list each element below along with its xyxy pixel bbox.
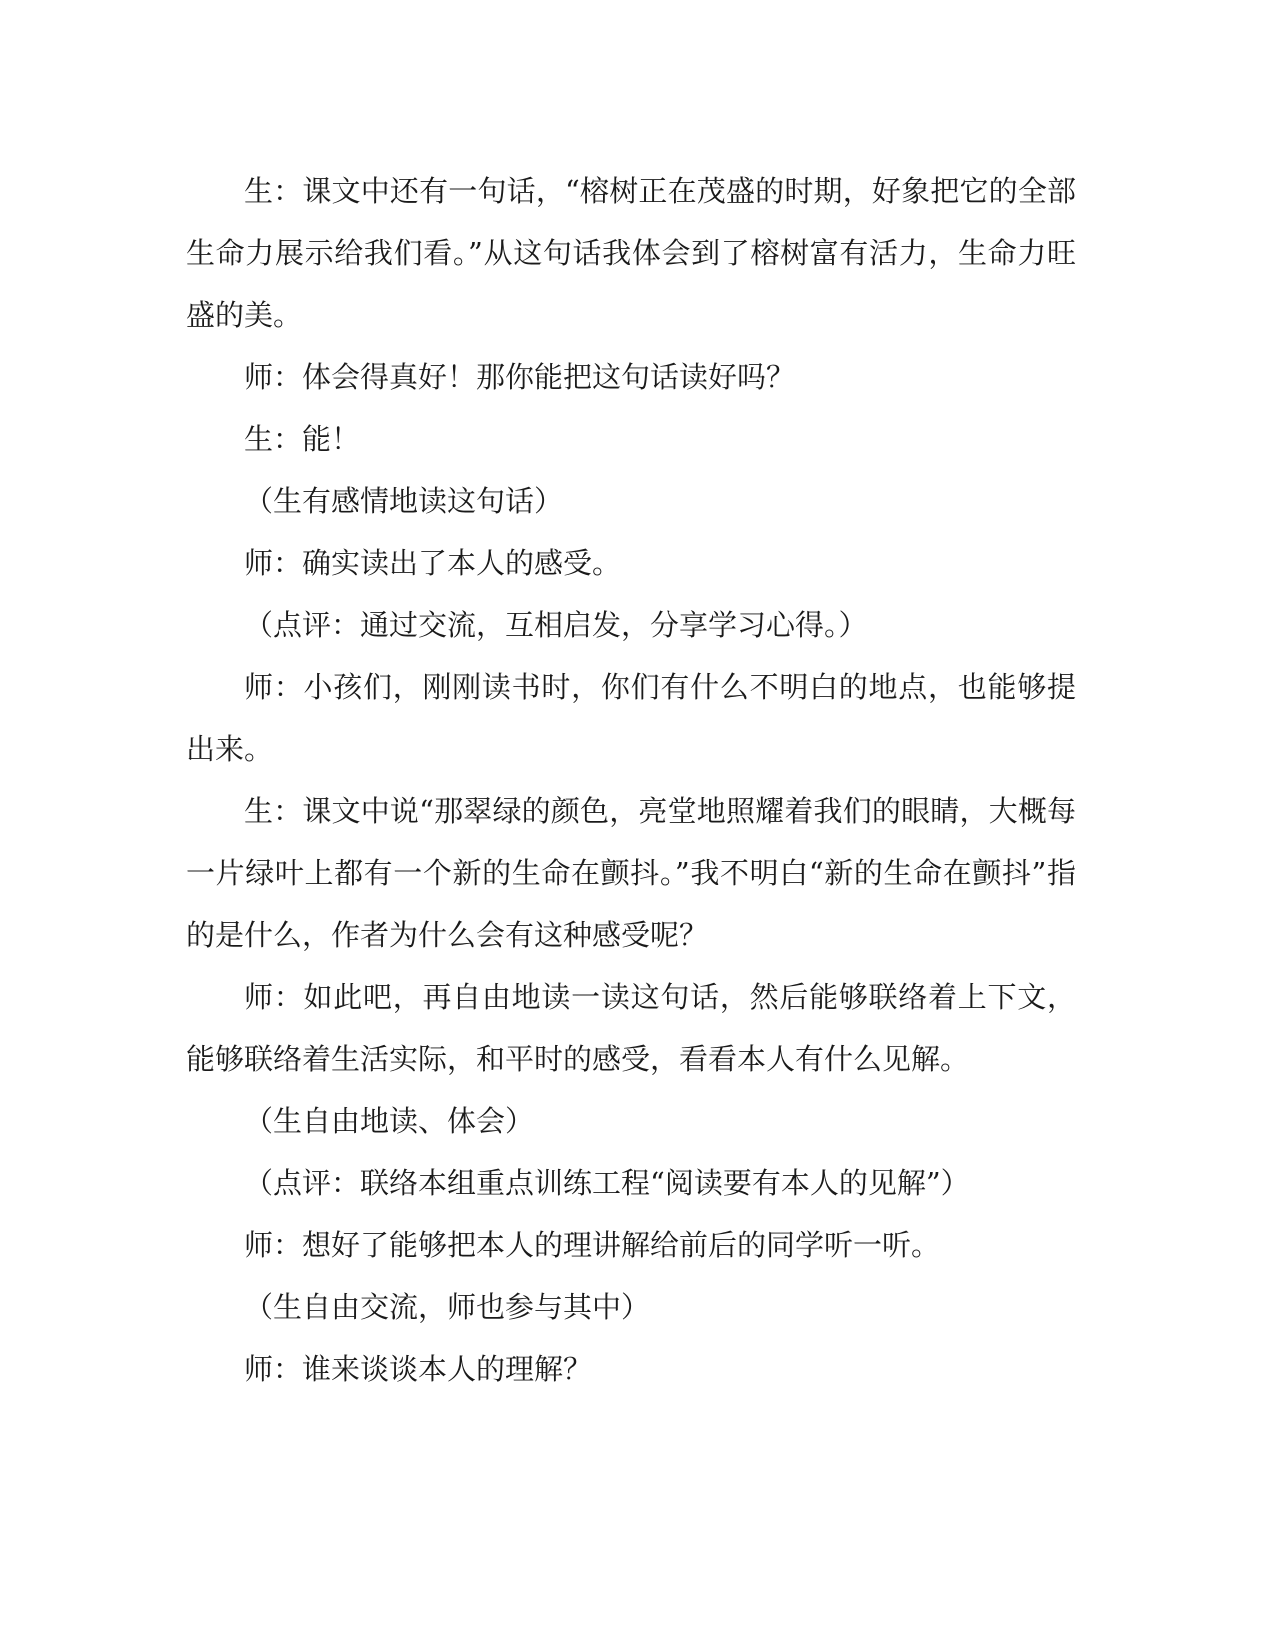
paragraph: 师：如此吧，再自由地读一读这句话，然后能够联络着上下文，能够联络着生活实际，和平时的感受，看看本人有什么见解。 [186,980,1076,1076]
paragraph: 生：课文中说“那翠绿的颜色，亮堂地照耀着我们的眼睛，大概每一片绿叶上都有一个新的生命在颤抖。”我不明白“新的生命在颤抖”指的是什么，作者为什么会有这种感受呢？ [186,794,1076,952]
paragraph: （点评：联络本组重点训练工程“阅读要有本人的见解”） [244,1166,970,1200]
paragraph: 师：想好了能够把本人的理讲解给前后的同学听一听。 [244,1228,941,1262]
paragraph: （点评：通过交流，互相启发，分享学习心得。） [244,608,868,642]
paragraph: 师：谁来谈谈本人的理解？ [244,1352,593,1386]
paragraph: （生自由交流，师也参与其中） [244,1290,651,1324]
paragraph: 生：课文中还有一句话，“榕树正在茂盛的时期，好象把它的全部生命力展示给我们看。”从这句话我体会到了榕树富有活力，生命力旺盛的美。 [186,174,1076,332]
paragraph: 生：能！ [244,422,361,456]
document-body [186,160,1076,1400]
paragraph: （生有感情地读这句话） [244,484,564,518]
paragraph: 师：体会得真好！那你能把这句话读好吗？ [244,360,796,394]
paragraph: 师：小孩们，刚刚读书时，你们有什么不明白的地点，也能够提出来。 [186,670,1076,766]
paragraph: （生自由地读、体会） [244,1104,535,1138]
paragraph: 师：确实读出了本人的感受。 [244,546,622,580]
